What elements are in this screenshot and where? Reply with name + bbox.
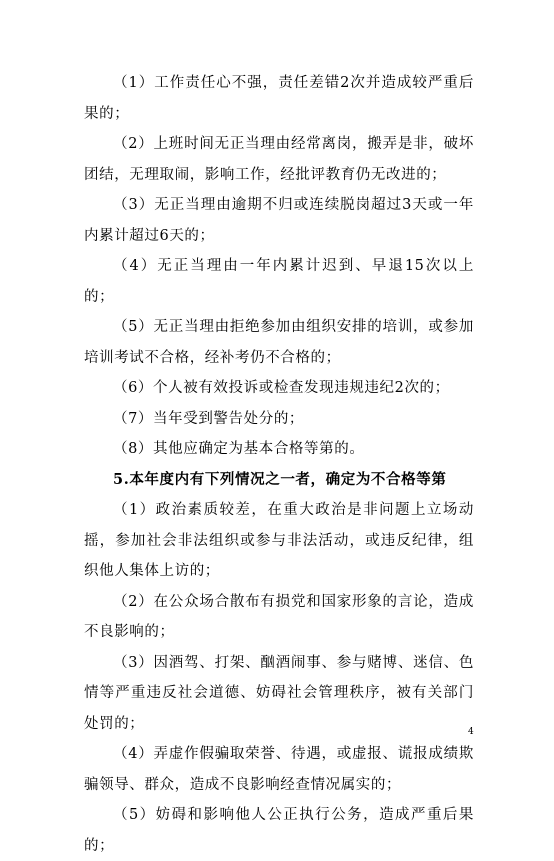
paragraph-item-3: （3）无正当理由逾期不归或连续脱岗超过3天或一年内累计超过6天的； [84,197,474,244]
paragraph-item-8: （8）其他应确定为基本合格等第的。 [113,441,365,457]
paragraph-disqualify-3: （3）因酒驾、打架、酗酒闹事、参与赌博、迷信、色情等严重违反社会道德、妨碍社会管理秩序，被有关部门处罚的； [84,654,474,732]
paragraph-disqualify-2: （2）在公众场合散布有损党和国家形象的言论，造成不良影响的； [84,593,474,640]
paragraph-item-6: （6）个人被有效投诉或检查发现违规违纪2次的； [113,380,450,396]
paragraph-item-7: （7）当年受到警告处分的； [113,410,305,427]
paragraph-item-5: （5）无正当理由拒绝参加由组织安排的培训，或参加培训考试不合格，经补考仍不合格的； [84,319,474,366]
paragraph-disqualify-4: （4）弄虚作假骗取荣誉、待遇，或虚报、谎报成绩欺骗领导、群众，造成不良影响经查情况属实的； [84,746,474,793]
paragraph-item-4: （4）无正当理由一年内累计迟到、早退15次以上的； [84,258,474,305]
page-number: 4 [468,727,474,737]
paragraph-item-2: （2）上班时间无正当理由经常离岗，搬弄是非，破坏团结，无理取闹，影响工作，经批评教育仍无改进的； [84,136,474,183]
paragraph-disqualify-5: （5）妨碍和影响他人公正执行公务，造成严重后果的； [84,807,474,854]
document-body [84,68,474,861]
paragraph-disqualify-1: （1）政治素质较差，在重大政治是非问题上立场动摇，参加社会非法组织或参与非法活动，或违反纪律，组织他人集体上访的； [84,502,474,579]
section-heading-5: 5.本年度内有下列情况之一者，确定为不合格等第 [113,470,447,488]
paragraph-item-1: （1）工作责任心不强，责任差错2次并造成较严重后果的； [84,75,474,122]
